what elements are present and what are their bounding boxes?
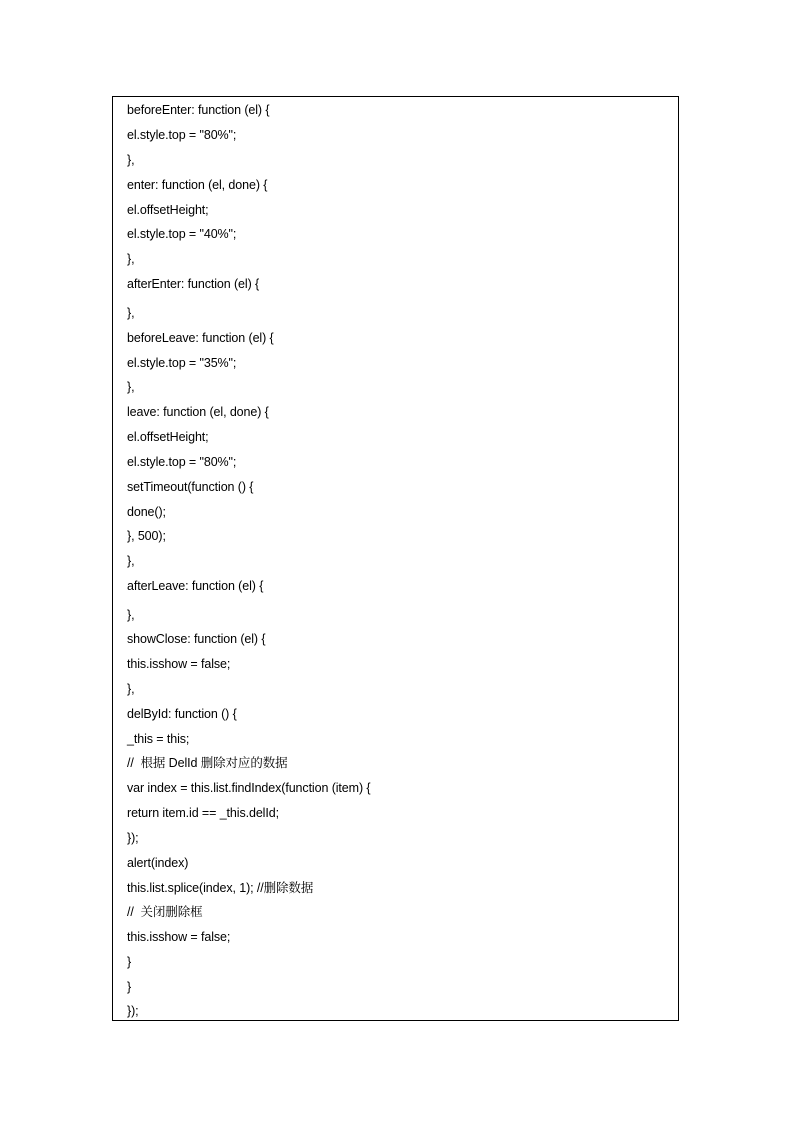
code-line: delById: function () { — [127, 707, 237, 721]
code-line: } — [127, 955, 132, 969]
code-line: }, — [127, 306, 135, 320]
code-line: // 关闭删除框 — [127, 905, 203, 919]
code-line: el.offsetHeight; — [127, 203, 209, 217]
code-line: el.style.top = "80%"; — [127, 128, 237, 142]
code-line: var index = this.list.findIndex(function (item) { — [127, 781, 371, 795]
code-line: this.list.splice(index, 1); //删除数据 — [127, 881, 314, 895]
code-line: _this = this; — [127, 732, 190, 746]
code-line: }, — [127, 682, 135, 696]
code-line: }, — [127, 608, 135, 622]
code-line: }, — [127, 252, 135, 266]
code-line: }); — [127, 831, 139, 845]
code-line: enter: function (el, done) { — [127, 178, 268, 192]
code-line: leave: function (el, done) { — [127, 405, 269, 419]
code-line: // 根据 DelId 删除对应的数据 — [127, 756, 288, 770]
code-line: } — [127, 980, 132, 994]
code-line: }, 500); — [127, 529, 166, 543]
code-line: el.style.top = "40%"; — [127, 227, 237, 241]
code-line: beforeEnter: function (el) { — [127, 103, 270, 117]
code-line: }); — [127, 1004, 139, 1018]
code-line: this.isshow = false; — [127, 657, 231, 671]
code-listing-box — [112, 96, 679, 1021]
code-line: alert(index) — [127, 856, 189, 870]
code-line: }, — [127, 153, 135, 167]
code-line: el.style.top = "80%"; — [127, 455, 237, 469]
code-line: }, — [127, 380, 135, 394]
code-line: afterEnter: function (el) { — [127, 277, 260, 291]
code-line: el.style.top = "35%"; — [127, 356, 237, 370]
code-line: this.isshow = false; — [127, 930, 231, 944]
code-line: setTimeout(function () { — [127, 480, 254, 494]
code-line: }, — [127, 554, 135, 568]
code-line: el.offsetHeight; — [127, 430, 209, 444]
code-line: return item.id == _this.delId; — [127, 806, 279, 820]
code-line: beforeLeave: function (el) { — [127, 331, 274, 345]
code-line: afterLeave: function (el) { — [127, 579, 264, 593]
code-line: showClose: function (el) { — [127, 632, 266, 646]
code-line: done(); — [127, 505, 166, 519]
